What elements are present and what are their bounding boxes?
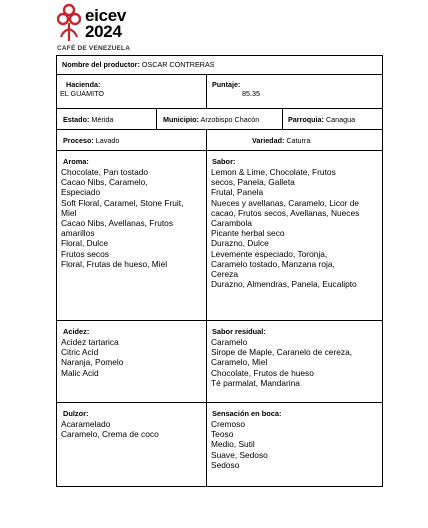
list-item: Durazno, Almendras, Panela, Eucalipto [211, 279, 357, 290]
coffee-flower-logo-icon [57, 3, 81, 43]
list-item: Levemente especiado, Toronja, [211, 248, 328, 259]
list-item: Frutal, Panela [211, 187, 264, 198]
list-item: Acidez tartarica [61, 337, 119, 347]
sensacion-cell [207, 403, 382, 486]
list-item: secos, Panela, Galleta [211, 177, 295, 188]
cupping-form [56, 55, 383, 487]
list-item: Chocolate, Pan tostado [61, 167, 149, 177]
list-item: Teoso [211, 429, 234, 440]
score-cell [207, 75, 382, 108]
producer-row [57, 56, 382, 75]
brand-subtitle: CAFÉ DE VENEZUELA [57, 45, 131, 52]
list-item: Miel [61, 207, 77, 218]
proceso-value: Lavado [95, 136, 120, 145]
list-item: Citric Acid [61, 347, 99, 358]
score-label: Puntaje: [212, 80, 241, 89]
aroma-label: Aroma: [63, 157, 89, 166]
aroma-sabor-row [57, 151, 382, 321]
estado-label: Estado: [63, 115, 90, 124]
brand-name: eicev [85, 6, 127, 25]
proceso-label: Proceso: [63, 136, 94, 145]
estado-cell [57, 109, 157, 129]
municipio-cell [157, 109, 283, 129]
dulzor-cell [57, 403, 207, 486]
location-row [57, 109, 382, 130]
parroquia-cell [283, 109, 382, 129]
list-item: Té parmalat, Mandarina [211, 377, 300, 388]
list-item: Especiado [61, 187, 101, 198]
list-item: Lemon & Lime, Chocolate, Frutos [211, 167, 336, 177]
producer-label: Nombre del productor: [62, 60, 140, 69]
brand-logo [57, 3, 167, 55]
list-item: Sedoso [211, 459, 240, 470]
list-item: Chocolate, Frutos de hueso [211, 367, 314, 378]
list-item: Caramelo tostado, Manzana roja, [211, 258, 335, 269]
list-item: Durazno, Dulce [211, 238, 269, 249]
parroquia-label: Parroquia: [288, 115, 324, 124]
list-item: Medio, Sutil [211, 439, 255, 450]
sensacion-list [211, 419, 378, 470]
sensacion-label: Sensación en boca: [212, 409, 282, 418]
list-item: Cacao Nibs, Avellanas, Frutos [61, 218, 174, 229]
list-item: Cremoso [211, 419, 245, 429]
hacienda-label: Hacienda: [66, 80, 101, 89]
hacienda-cell [57, 75, 207, 108]
list-item: Naranja, Pomelo [61, 357, 124, 368]
list-item: Floral, Dulce [61, 238, 109, 249]
list-item: Caramelo, Crema de coco [61, 429, 159, 440]
producer-value: OSCAR CONTRERAS [141, 60, 215, 69]
hacienda-value: EL GUAMITO [60, 89, 104, 98]
process-row [57, 130, 382, 151]
municipio-value: Arzobispo Chacón [200, 115, 260, 124]
sabor-label: Sabor: [212, 157, 236, 166]
estado-value: Mérida [91, 115, 114, 124]
aroma-cell [57, 151, 207, 320]
producer-cell [57, 56, 382, 74]
list-item: Caramelo, Miel [211, 357, 268, 368]
score-value: 85.35 [242, 89, 260, 98]
sabor-residual-label: Sabor residual: [212, 327, 266, 336]
acidez-list [61, 337, 202, 378]
list-item: Floral, Frutas de hueso, Miel [61, 258, 168, 269]
acidez-residual-row [57, 321, 382, 403]
variedad-cell [207, 130, 382, 150]
dulzor-sensacion-row [57, 403, 382, 486]
list-item: Malic Acid [61, 367, 99, 378]
variedad-value: Caturra [286, 136, 311, 145]
aroma-list [61, 167, 202, 269]
list-item: Cacao Nibs, Caramelo, [61, 177, 148, 188]
list-item: Soft Floral, Caramel, Stone Fruit, [61, 197, 184, 208]
list-item: Frutos secos [61, 248, 109, 259]
dulzor-label: Dulzor: [63, 409, 89, 418]
list-item: Acaramelado [61, 419, 111, 429]
variedad-label: Variedad: [252, 136, 285, 145]
dulzor-list [61, 419, 202, 439]
list-item: Carambola [211, 218, 252, 229]
farm-row [57, 75, 382, 109]
list-item: Nueces y avellanas, Caramelo, Licor de [211, 197, 360, 208]
list-item: cacao, Frutos secos, Avellanas, Nueces [211, 207, 360, 218]
sabor-residual-cell [207, 321, 382, 402]
municipio-label: Municipio: [163, 115, 199, 124]
sabor-residual-list [211, 337, 378, 388]
sabor-cell [207, 151, 382, 320]
parroquia-value: Canagua [325, 115, 356, 124]
list-item: amarillos [61, 228, 95, 239]
brand-year: 2024 [85, 22, 122, 41]
proceso-cell [57, 130, 207, 150]
acidez-cell [57, 321, 207, 402]
list-item: Picante herbal seco [211, 228, 285, 239]
list-item: Sirope de Maple, Caranelo de cereza, [211, 347, 353, 358]
list-item: Suave, Sedoso [211, 449, 268, 460]
list-item: Caramelo [211, 337, 248, 347]
list-item: Cereza [211, 269, 238, 280]
sabor-list [211, 167, 378, 289]
acidez-label: Acidez: [63, 327, 90, 336]
